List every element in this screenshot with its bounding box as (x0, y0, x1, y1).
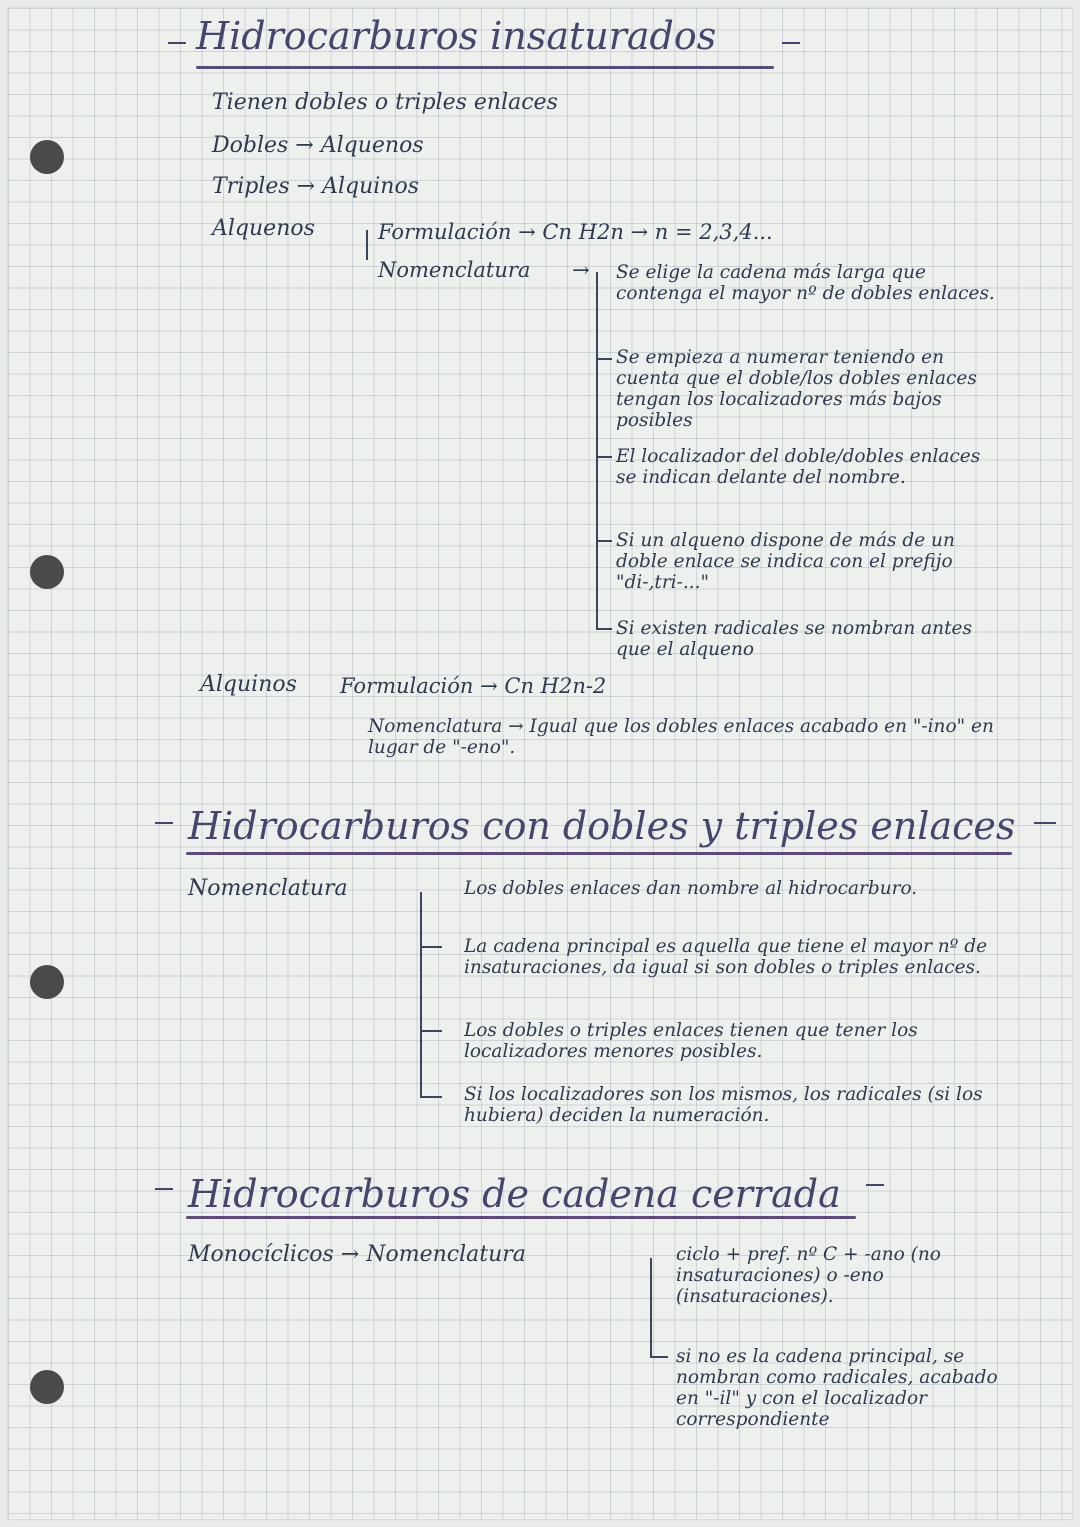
monociclicos-label: Monocíclicos → Nomenclatura (188, 1242, 526, 1267)
dobles-triples-rule-2: La cadena principal es aquella que tiene el mayor nº de insaturaciones, da igual si son dobles o triples enlaces. (464, 936, 988, 978)
cadena-cerrada-rule-2: si no es la cadena principal, se nombran como radicales, acabado en "-il" y con el localizador correspondiente (676, 1346, 998, 1430)
section-title-3: Hidrocarburos de cadena cerrada (188, 1172, 841, 1216)
dobles-triples-rule-4: Si los localizadores son los mismos, los radicales (si los hubiera) deciden la numeración. (464, 1084, 983, 1126)
section-title-2: Hidrocarburos con dobles y triples enlaces (188, 804, 1016, 848)
alquenos-rule-3: El localizador del doble/dobles enlaces se indican delante del nombre. (616, 446, 981, 488)
branch-line (366, 230, 368, 260)
title-dash (155, 1188, 173, 1190)
alquenos-label: Alquenos (212, 216, 315, 241)
alquinos-label: Alquinos (200, 672, 297, 697)
alquenos-nomenclatura-label: Nomenclatura (378, 258, 531, 282)
arrow-line (596, 628, 612, 630)
alquenos-rule-5: Si existen radicales se nombran antes que el alqueno (616, 618, 972, 660)
arrow-line (596, 456, 612, 458)
bullet-2: Dobles → Alquenos (212, 133, 424, 158)
branch-line (596, 272, 598, 630)
alquenos-rule-4: Si un alqueno dispone de más de un doble enlace se indica con el prefijo "di-,tri-..." (616, 530, 955, 593)
title-dash (155, 822, 173, 824)
alquenos-rule-2: Se empieza a numerar teniendo en cuenta que el doble/los dobles enlaces tengan los localizadores más bajos posibles (616, 347, 977, 431)
binder-hole (30, 965, 64, 999)
arrow-line (420, 1030, 442, 1032)
arrow-line (596, 358, 612, 360)
alquinos-formulacion: Formulación → Cn H2n-2 (340, 674, 607, 698)
section-title-1: Hidrocarburos insaturados (196, 14, 717, 58)
arrow-line (420, 1096, 442, 1098)
alquenos-formulacion: Formulación → Cn H2n → n = 2,3,4... (378, 220, 773, 244)
arrow-line (420, 946, 442, 948)
title-dash (866, 1184, 884, 1186)
alquenos-rule-1: Se elige la cadena más larga que contenga el mayor nº de dobles enlaces. (616, 262, 995, 304)
bullet-1: Tienen dobles o triples enlaces (212, 90, 558, 115)
cadena-cerrada-rule-1: ciclo + pref. nº C + -ano (no insaturaciones) o -eno (insaturaciones). (676, 1244, 941, 1307)
title-dash (782, 42, 800, 44)
binder-hole (30, 555, 64, 589)
arrow-line (650, 1356, 668, 1358)
branch-line (420, 892, 422, 1098)
arrow: → (572, 258, 590, 282)
binder-hole (30, 1370, 64, 1404)
arrow-line (596, 540, 612, 542)
nomenclatura-label: Nomenclatura (188, 876, 348, 901)
dobles-triples-rule-1: Los dobles enlaces dan nombre al hidrocarburo. (464, 878, 918, 899)
bullet-3: Triples → Alquinos (212, 174, 419, 199)
dobles-triples-rule-3: Los dobles o triples enlaces tienen que tener los localizadores menores posibles. (464, 1020, 918, 1062)
title-dash (168, 42, 186, 44)
title-dash (1034, 822, 1056, 824)
title-underline (186, 1216, 856, 1219)
title-underline (196, 66, 774, 69)
title-underline (186, 852, 1012, 855)
binder-hole (30, 140, 64, 174)
branch-line (650, 1258, 652, 1358)
alquinos-nomenclatura: Nomenclatura → Igual que los dobles enlaces acabado en "-ino" en lugar de "-eno". (368, 716, 994, 758)
